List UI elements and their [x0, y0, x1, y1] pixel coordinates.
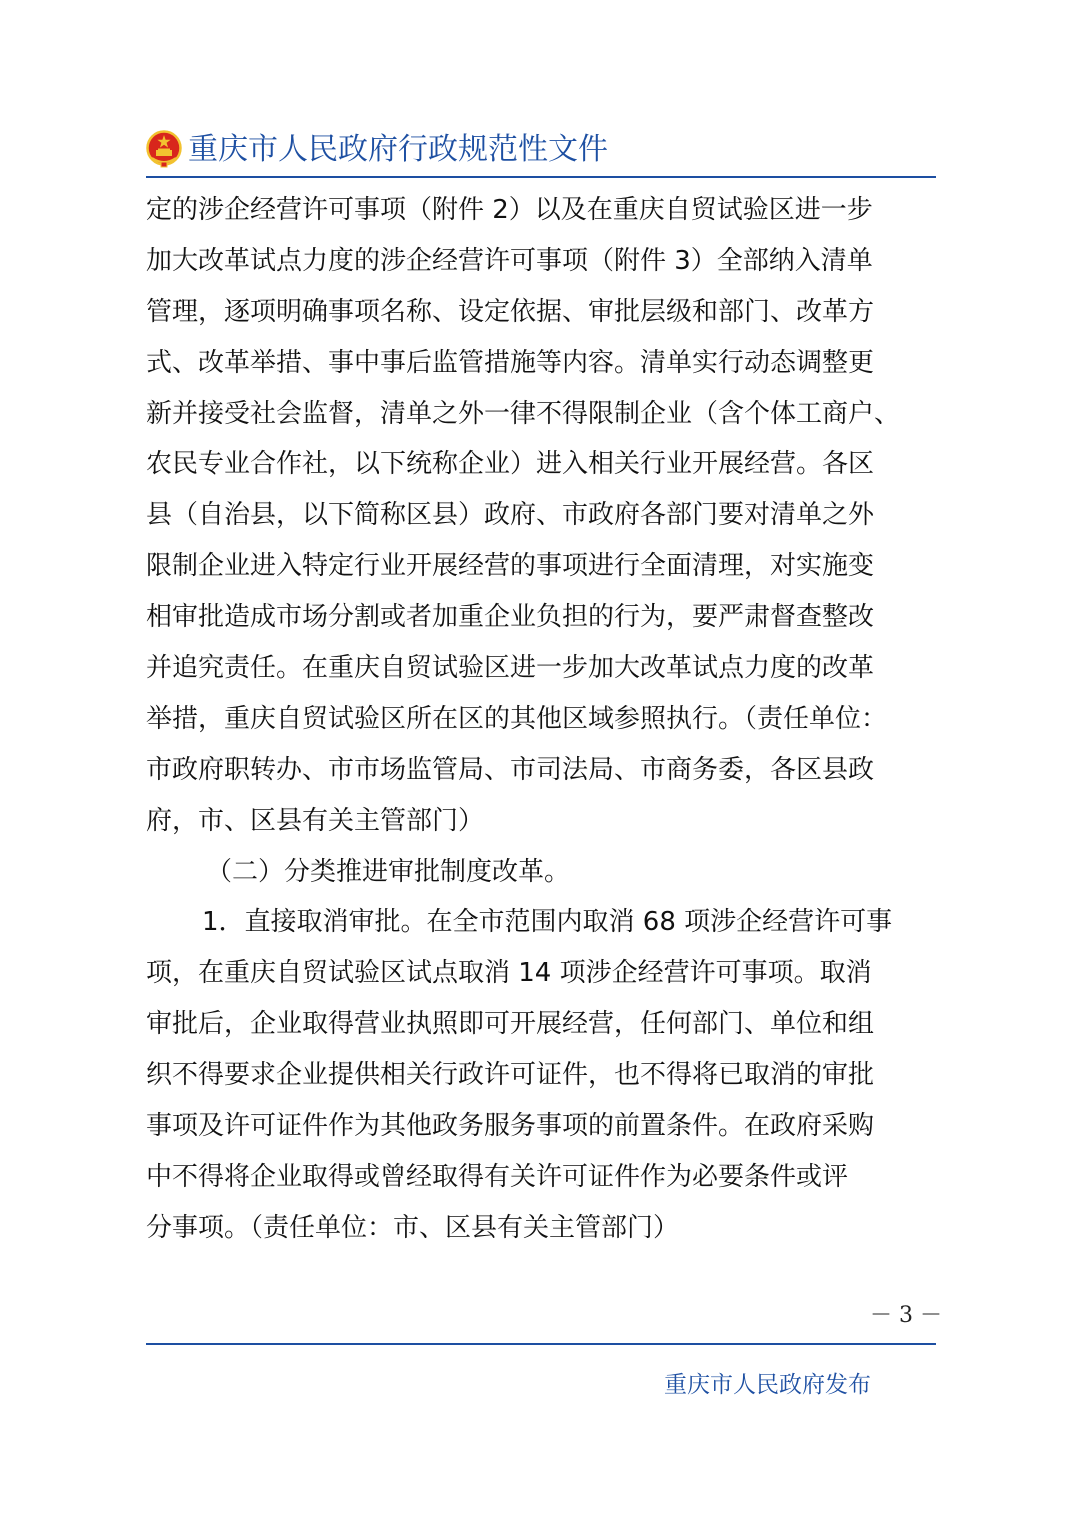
body-line: 式、改革举措、事中事后监管措施等内容。清单实行动态调整更 — [146, 347, 875, 378]
body-line: 县（自治县，以下简称区县）政府、市政府各部门要对清单之外 — [146, 500, 875, 531]
item-line: 中不得将企业取得或曾经取得有关许可证件作为必要条件或评 — [146, 1161, 849, 1192]
section-heading: （二）分类推进审批制度改革。 — [206, 856, 571, 887]
body-line: 农民专业合作社，以下统称企业）进入相关行业开展经营。各区 — [146, 449, 875, 480]
body-line: 市政府职转办、市市场监管局、市司法局、市商务委，各区县政 — [146, 754, 875, 785]
item-line: 审批后，企业取得营业执照即可开展经营，任何部门、单位和组 — [146, 1009, 875, 1040]
body-line: 举措，重庆自贸试验区所在区的其他区域参照执行。（责任单位： — [146, 703, 888, 734]
body-line: 新并接受社会监督，清单之外一律不得限制企业（含个体工商户、 — [146, 398, 901, 429]
item-line: 1．直接取消审批。在全市范围内取消 68 项涉企经营许可事 — [202, 907, 893, 938]
header-divider — [146, 176, 936, 178]
item-line: 织不得要求企业提供相关行政许可证件，也不得将已取消的审批 — [146, 1060, 875, 1091]
body-line: 限制企业进入特定行业开展经营的事项进行全面清理，对实施变 — [146, 551, 875, 582]
body-line: 相审批造成市场分割或者加重企业负担的行为，要严肃督查整改 — [146, 602, 875, 633]
item-line: 项，在重庆自贸试验区试点取消 14 项涉企经营许可事项。取消 — [146, 958, 872, 989]
footer-publisher: 重庆市人民政府发布 — [664, 1372, 871, 1398]
document-header — [146, 128, 936, 174]
page-number: － 3 － — [870, 1303, 942, 1328]
body-line: 府，市、区县有关主管部门） — [146, 805, 485, 836]
national-emblem-icon — [146, 130, 182, 168]
header-title: 重庆市人民政府行政规范性文件 — [188, 132, 608, 167]
item-line: 事项及许可证件作为其他政务服务事项的前置条件。在政府采购 — [146, 1111, 875, 1142]
footer-divider — [146, 1343, 936, 1345]
item-line: 分事项。（责任单位：市、区县有关主管部门） — [146, 1212, 680, 1243]
body-line: 定的涉企经营许可事项（附件 2）以及在重庆自贸试验区进一步 — [146, 195, 873, 225]
body-line: 管理，逐项明确事项名称、设定依据、审批层级和部门、改革方 — [146, 296, 875, 327]
body-line: 并追究责任。在重庆自贸试验区进一步加大改革试点力度的改革 — [146, 653, 875, 684]
body-line: 加大改革试点力度的涉企经营许可事项（附件 3）全部纳入清单 — [146, 245, 873, 276]
document-body — [146, 185, 940, 1254]
